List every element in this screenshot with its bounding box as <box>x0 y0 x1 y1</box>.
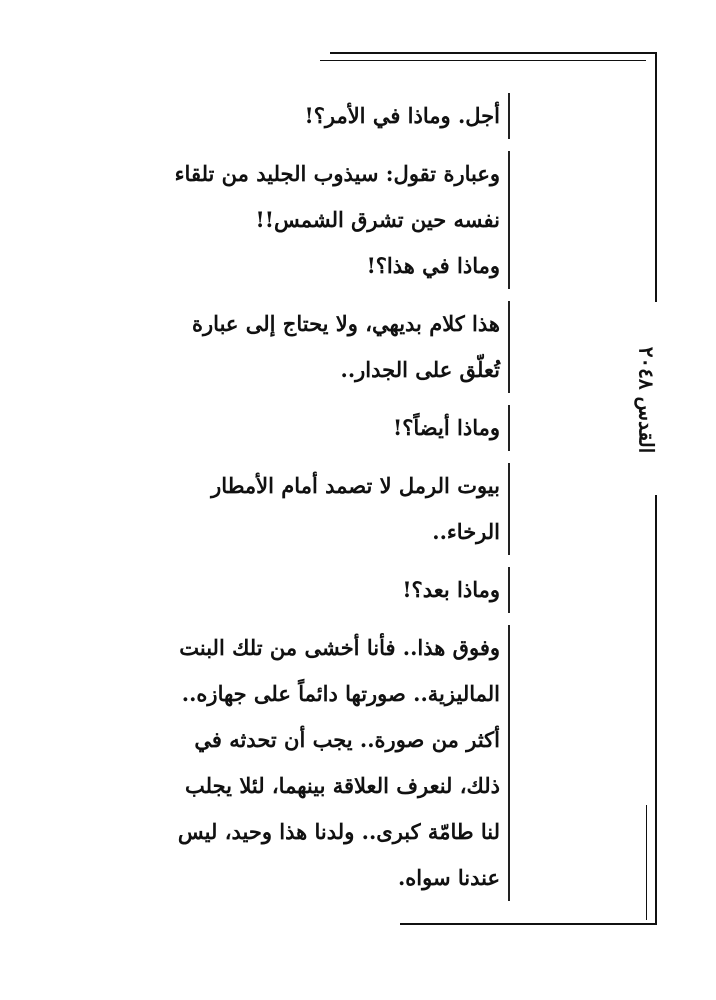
text-line: نفسه حين تشرق الشمس!! <box>255 207 500 232</box>
running-header <box>616 320 676 480</box>
text-line: الرخاء.. <box>432 519 500 544</box>
text-line: عندنا سواه. <box>397 865 500 890</box>
text-line: وعبارة تقول: سيذوب الجليد من تلقاء <box>174 161 500 186</box>
frame-right-rule-short <box>646 805 647 920</box>
paragraph <box>110 301 510 393</box>
book-title: القدس ٢٠٤٨ <box>634 346 658 454</box>
text-line: بيوت الرمل لا تصمد أمام الأمطار <box>211 473 500 498</box>
text-line: وماذا بعد؟! <box>402 577 500 602</box>
text-line: تُعلّق على الجدار.. <box>340 357 500 382</box>
text-line: وماذا في هذا؟! <box>366 253 500 278</box>
frame-right-rule-upper <box>655 52 657 302</box>
frame-top-rule-inner <box>320 60 646 61</box>
text-line: الماليزية.. صورتها دائماً على جهازه.. <box>181 681 500 706</box>
text-line: ذلك، لنعرف العلاقة بينهما، لئلا يجلب <box>185 773 500 798</box>
paragraph <box>110 625 510 901</box>
page-body <box>110 93 510 913</box>
frame-top-rule-outer <box>330 52 656 54</box>
paragraph <box>110 151 510 289</box>
paragraph <box>110 405 510 451</box>
text-line: هذا كلام بديهي، ولا يحتاج إلى عبارة <box>192 311 500 336</box>
frame-bottom-rule <box>400 923 657 925</box>
text-line: لنا طامّة كبرى.. ولدنا هذا وحيد، ليس <box>177 819 500 844</box>
paragraph <box>110 93 510 139</box>
text-line: أجل. وماذا في الأمر؟! <box>304 103 500 128</box>
paragraph <box>110 463 510 555</box>
frame-right-rule-lower <box>655 495 657 925</box>
text-line: وفوق هذا.. فأنا أخشى من تلك البنت <box>179 635 500 660</box>
text-line: وماذا أيضاً؟! <box>393 415 500 440</box>
paragraph <box>110 567 510 613</box>
text-line: أكثر من صورة.. يجب أن تحدثه في <box>194 727 500 752</box>
